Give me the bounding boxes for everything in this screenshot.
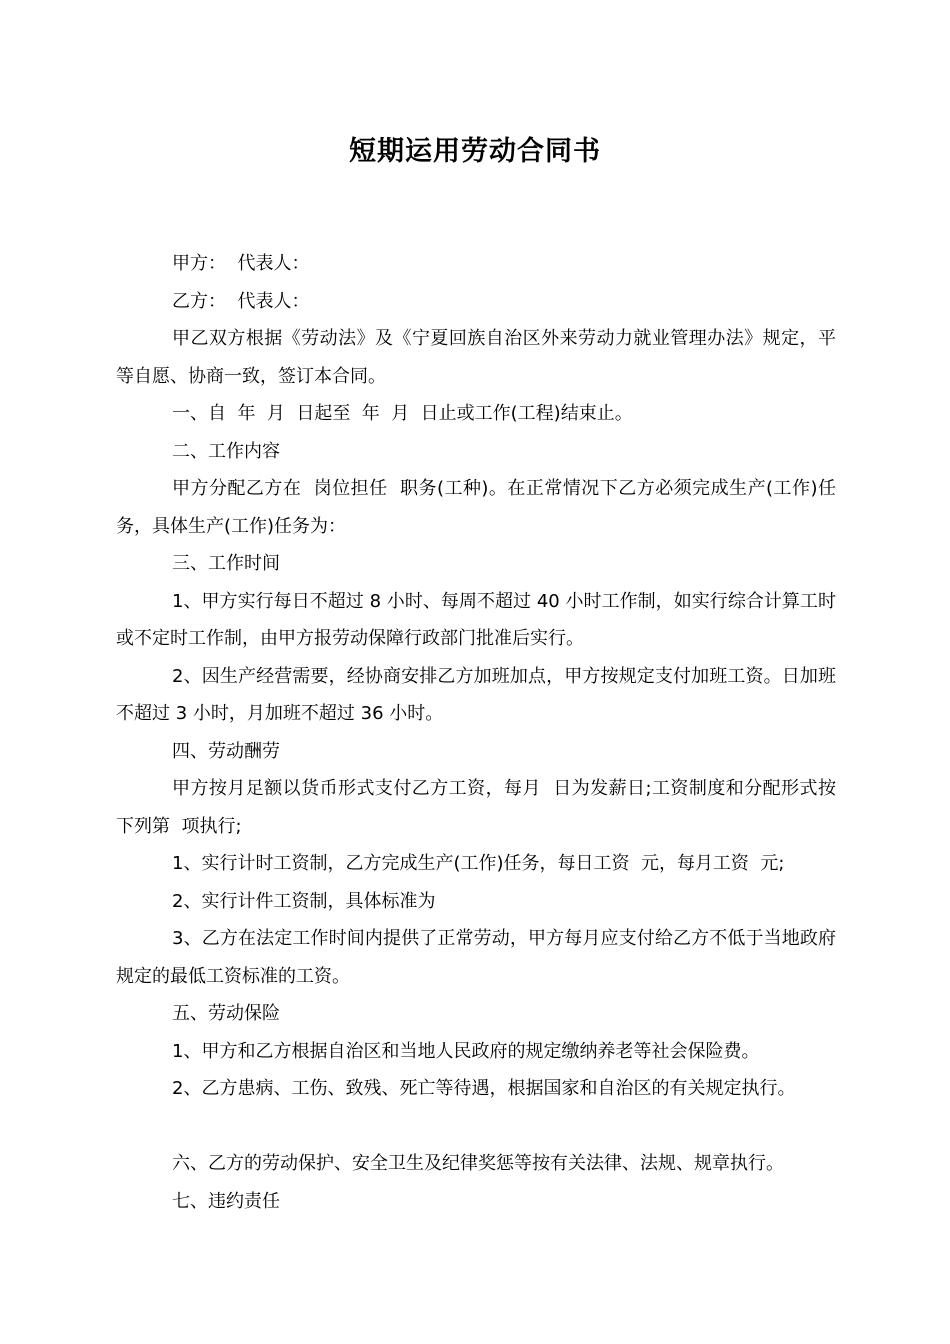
clause-6: 六、乙方的劳动保护、安全卫生及纪律奖惩等按有关法律、法规、规章执行。	[172, 1153, 784, 1174]
document-title: 短期运用劳动合同书	[349, 136, 601, 167]
clause-4-heading: 四、劳动酬劳	[172, 740, 280, 762]
blank-line	[116, 1108, 836, 1146]
clause-4-item-1: 1、实行计时工资制，乙方完成生产(工作)任务，每日工资 元，每月工资 元;	[172, 853, 785, 874]
clause-3-item-2: 2、因生产经营需要，经协商安排乙方加班加点，甲方按规定支付加班工资。日加班不超过 3 小时，月加班不超过 36 小时。	[116, 665, 836, 724]
clause-1-term: 一、自 年 月 日起至 年 月 日止或工作(工程)结束止。	[172, 403, 633, 424]
clause-7-heading: 七、违约责任	[172, 1190, 280, 1212]
party-b-line: 乙方： 代表人：	[172, 290, 310, 312]
clause-4-content: 甲方按月足额以货币形式支付乙方工资，每月 日为发薪日;工资制度和分配形式按下列第 项执行;	[116, 778, 836, 837]
preamble-paragraph: 甲乙双方根据《劳动法》及《宁夏回族自治区外来劳动力就业管理办法》规定，平等自愿、协商一致，签订本合同。	[116, 328, 836, 387]
clause-4-item-3: 3、乙方在法定工作时间内提供了正常劳动，甲方每月应支付给乙方不低于当地政府规定的最低工资标准的工资。	[116, 928, 836, 987]
document-body	[116, 245, 836, 1220]
clause-3-item-1: 1、甲方实行每日不超过 8 小时、每周不超过 40 小时工作制，如实行综合计算工时或不定时工作制，由甲方报劳动保障行政部门批准后实行。	[116, 590, 836, 649]
clause-2-content: 甲方分配乙方在 岗位担任 职务(工种)。在正常情况下乙方必须完成生产(工作)任务，具体生产(工作)任务为：	[116, 478, 836, 537]
clause-5-heading: 五、劳动保险	[172, 1003, 280, 1024]
clause-4-item-2: 2、实行计件工资制，具体标准为	[172, 890, 436, 912]
clause-5-item-2: 2、乙方患病、工伤、致残、死亡等待遇，根据国家和自治区的有关规定执行。	[172, 1078, 796, 1099]
clause-5-item-1: 1、甲方和乙方根据自治区和当地人民政府的规定缴纳养老等社会保险费。	[172, 1040, 760, 1062]
party-a-line: 甲方： 代表人：	[172, 253, 310, 274]
clause-3-heading: 三、工作时间	[172, 553, 280, 574]
clause-2-heading: 二、工作内容	[172, 440, 280, 462]
